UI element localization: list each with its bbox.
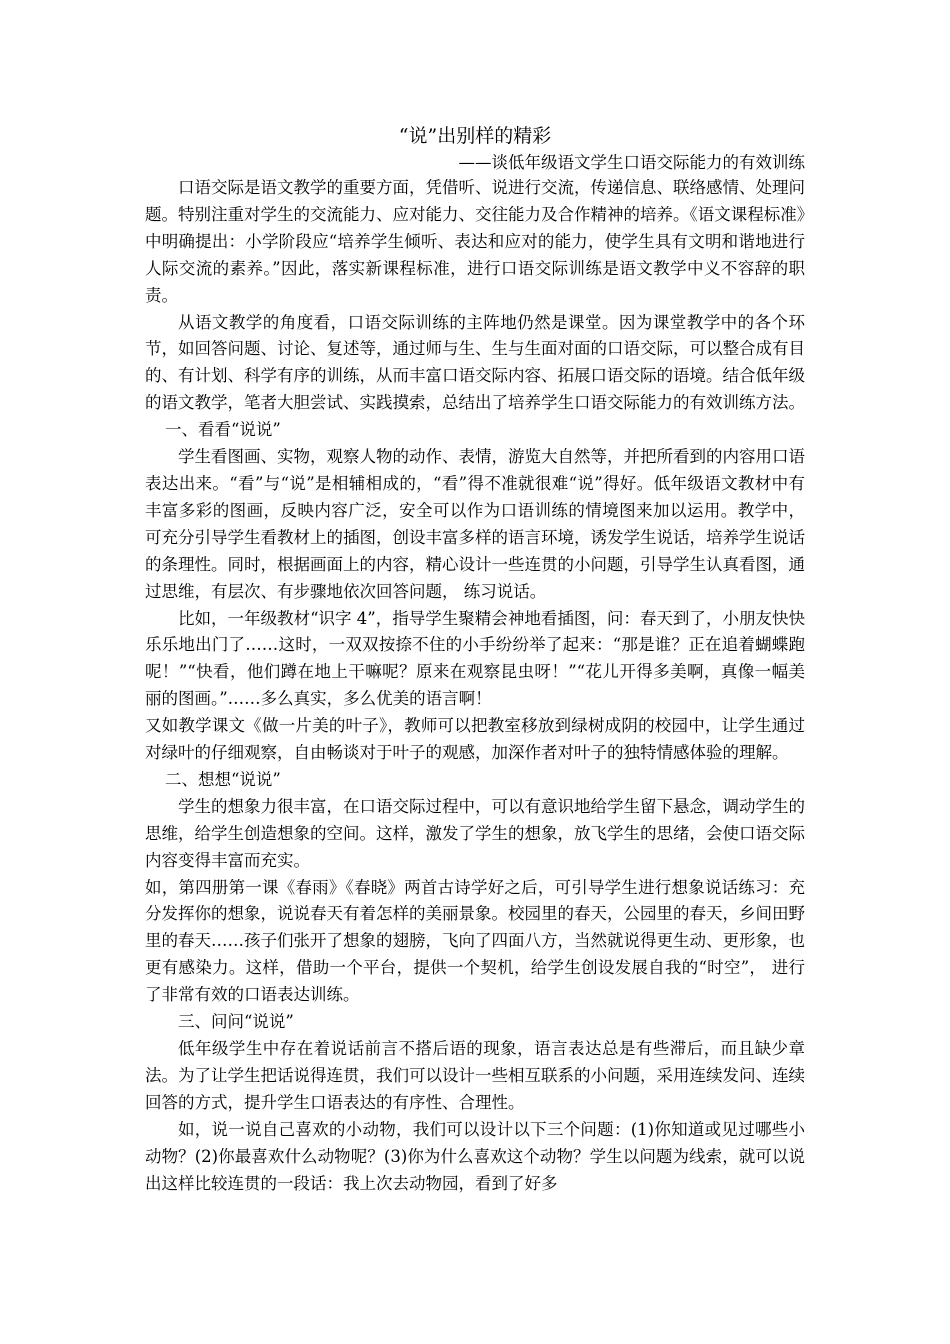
paragraph-classroom: 从语文教学的角度看，口语交际训练的主阵地仍然是课堂。因为课堂教学中的各个环节，如回答问题、讨论、复述等，通过师与生、生与生面对面的口语交际，可以整合成有目的、有计划、科学有序的训练，从而丰富口语交际内容、拓展口语交际的语境。结合低年级的语文教学，笔者大胆尝试、实践摸索，总结出了培养学生口语交际能力的有效训练方法。	[145, 312, 805, 413]
paragraph-intro: 口语交际是语文教学的重要方面，凭借听、说进行交流，传递信息、联络感情、处理问题。特别注重对学生的交流能力、应对能力、交往能力及合作精神的培养。《语文课程标准》中明确提出：小学阶段应“培养学生倾听、表达和应对的能力，使学生具有文明和谐地进行人际交流的素养。”因此，落实新课程标准，进行口语交际训练是语文教学中义不容辞的职责。	[145, 178, 805, 305]
paragraph-example-1: 比如，一年级教材“识字 4”，指导学生聚精会神地看插图，问：春天到了，小朋友快快乐乐地出门了……这时，一双双按捺不住的小手纷纷举了起来：“那是谁？正在追着蝴蝶跑呢！”“快看，他们蹲在地上干嘛呢？原来在观察昆虫呀！”“花儿开得多美啊，真像一幅美丽的图画。”……多么真实，多么优美的语言啊！	[145, 608, 805, 709]
document-body	[145, 175, 805, 1197]
paragraph-example-4: 如，说一说自己喜欢的小动物，我们可以设计以下三个问题：(1)你知道或见过哪些小动物？(2)你最喜欢什么动物呢？(3)你为什么喜欢这个动物？学生以问题为线索，就可以说出这样比较连贯的一段话：我上次去动物园，看到了好多	[145, 1119, 805, 1193]
section-heading-ask: 三、问问“说说”	[178, 1012, 294, 1032]
paragraph-example-3: 如，第四册第一课《春雨》《春晓》两首古诗学好之后，可引导学生进行想象说话练习：充分发挥你的想象，说说春天有着怎样的美丽景象。校园里的春天，公园里的春天，乡间田野里的春天……孩子们张开了想象的翅膀，飞向了四面八方，当然就说得更生动、更形象，也更有感染力。这样，借助一个平台，提供一个契机，给学生创设发展自我的“时空”， 进行了非常有效的口语表达训练。	[145, 877, 805, 1005]
section-heading-think: 二、想想“说说”	[165, 769, 281, 789]
document-title: “说”出别样的精彩	[398, 125, 552, 147]
paragraph-look: 学生看图画、实物，观察人物的动作、表情，游览大自然等，并把所看到的内容用口语表达出来。“看”与“说”是相辅相成的，“看”得不准就很难“说”得好。低年级语文教材中有丰富多彩的图画，反映内容广泛，安全可以作为口语训练的情境图来加以运用。教学中， 可充分引导学生看教材上的插图，创设丰富多样的语言环境，诱发学生说话，培养学生说话的条理性。同时，根据画面上的内容，精心设计一些连贯的小问题，引导学生认真看图，通过思维，有层次、有步骤地依次回答问题， 练习说话。	[145, 447, 805, 601]
paragraph-example-2: 又如教学课文《做一片美的叶子》，教师可以把教室移放到绿树成阴的校园中，让学生通过对绿叶的仔细观察，自由畅谈对于叶子的观感，加深作者对叶子的独特情感体验的理解。	[145, 716, 805, 763]
paragraph-ask: 低年级学生中存在着说话前言不搭后语的现象，语言表达总是有些滞后，而且缺少章法。为了让学生把话说得连贯，我们可以设计一些相互联系的小问题，采用连续发问、连续回答的方式，提升学生口语表达的有序性、合理性。	[145, 1039, 805, 1112]
document-subtitle: ——谈低年级语文学生口语交际能力的有效训练	[458, 153, 805, 172]
paragraph-think: 学生的想象力很丰富，在口语交际过程中，可以有意识地给学生留下悬念，调动学生的思维，给学生创造想象的空间。这样，激发了学生的想象，放飞学生的思绪，会使口语交际内容变得丰富而充实。	[145, 796, 805, 870]
section-heading-look: 一、看看“说说”	[165, 420, 281, 440]
